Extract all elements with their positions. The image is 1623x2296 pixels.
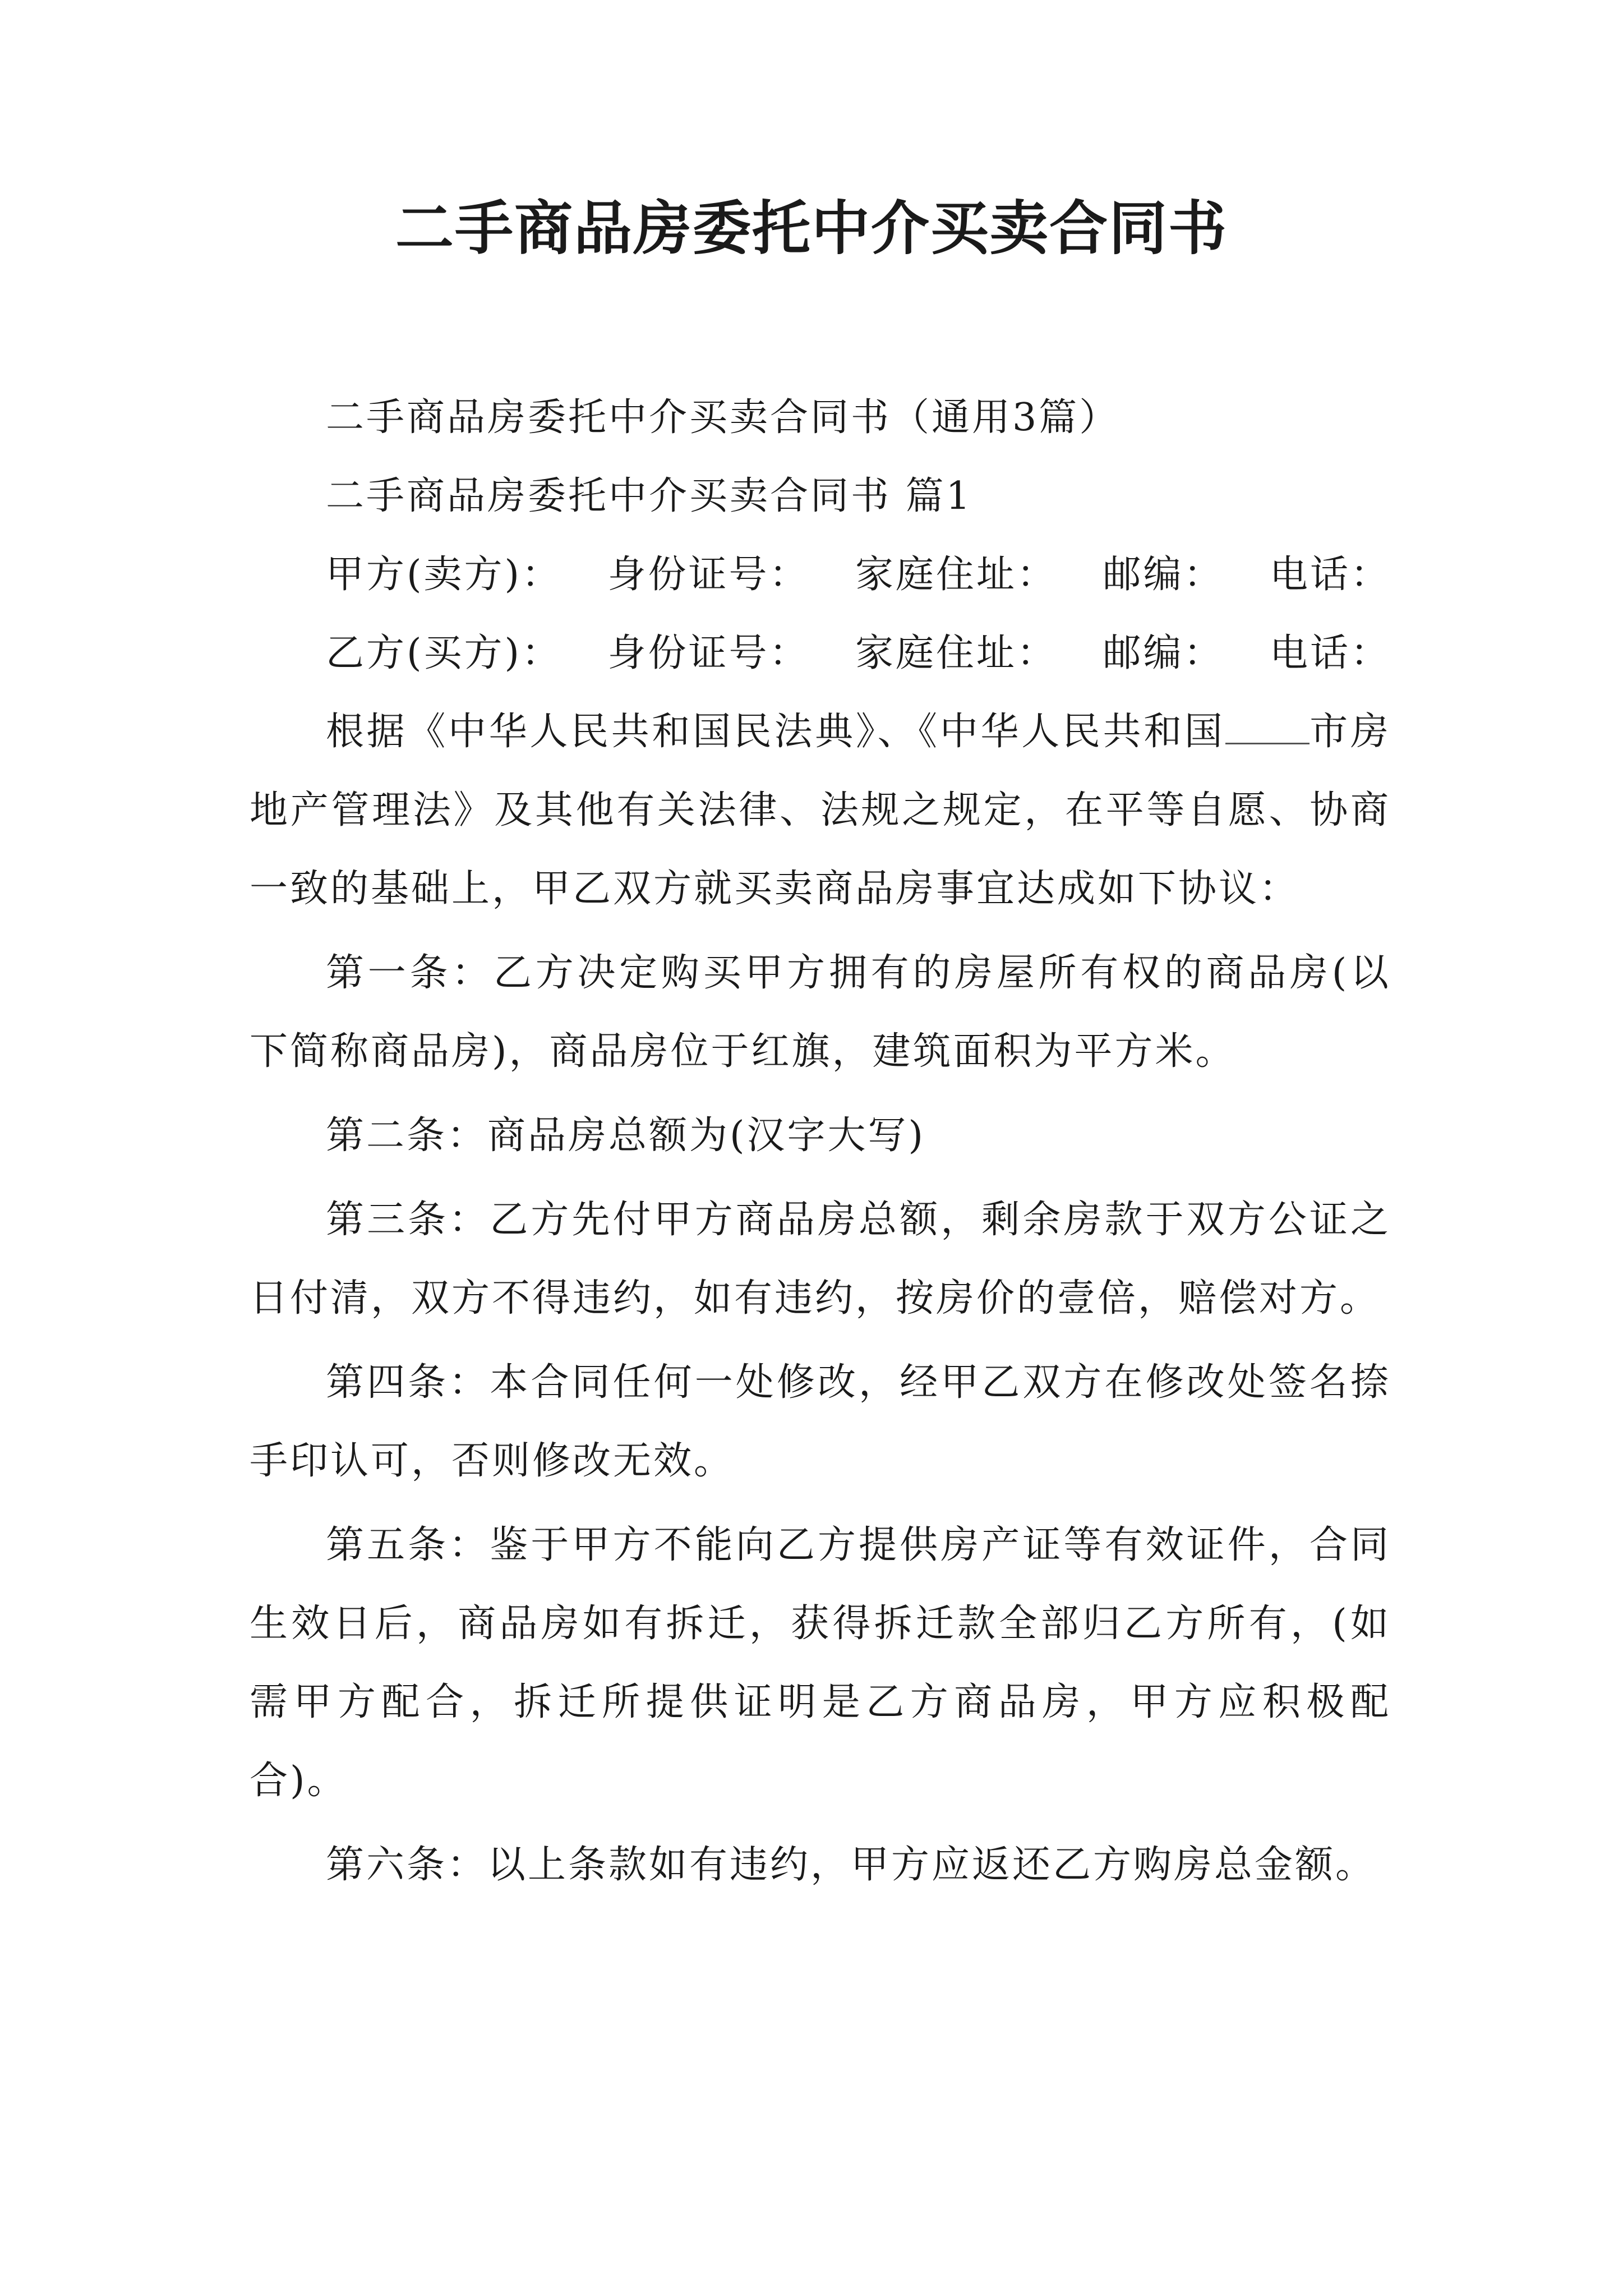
document-title: 二手商品房委托中介买卖合同书 bbox=[395, 194, 1228, 263]
blank-underline bbox=[1225, 708, 1310, 744]
party-b-role: 乙方(买方)： bbox=[326, 631, 562, 675]
party-a-phone-label: 电话： bbox=[1269, 553, 1391, 597]
clause-6: 第六条：以上条款如有违约，甲方应返还乙方购房总金额。 bbox=[326, 1843, 1376, 1887]
intro-paragraph bbox=[250, 693, 1391, 928]
document-body bbox=[250, 379, 1391, 1904]
party-b-postcode-label: 邮编： bbox=[1103, 631, 1224, 675]
clause-4: 第四条：本合同任何一处修改，经甲乙双方在修改处签名捺手印认可，否则修改无效。 bbox=[250, 1360, 1391, 1483]
clause-1: 第一条：乙方决定购买甲方拥有的房屋所有权的商品房(以下简称商品房)，商品房位于红旗，建筑面积为平方米。 bbox=[250, 951, 1391, 1074]
clause-2: 第二条：商品房总额为(汉字大写) bbox=[326, 1114, 926, 1158]
party-a-row bbox=[250, 536, 1391, 614]
intro-part2: 市房地产管理法》及其他有关法律、法规之规定，在平等自愿、协商一致的基础上，甲乙双方就买卖商品房事宜达成如下协议： bbox=[250, 710, 1391, 911]
party-b-row bbox=[250, 614, 1391, 693]
clause-5: 第五条：鉴于甲方不能向乙方提供房产证等有效证件，合同生效日后，商品房如有拆迁，获得拆迁款全部归乙方所有，(如需甲方配合，拆迁所提供证明是乙方商品房，甲方应积极配合)。 bbox=[250, 1523, 1391, 1803]
party-a-role: 甲方(卖方)： bbox=[326, 553, 562, 597]
intro-part1: 根据《中华人民共和国民法典》、《中华人民共和国 bbox=[326, 710, 1225, 754]
party-a-id-label: 身份证号： bbox=[607, 553, 810, 597]
section-heading: 二手商品房委托中介买卖合同书 篇1 bbox=[326, 474, 972, 518]
document-subtitle: 二手商品房委托中介买卖合同书（通用3篇） bbox=[326, 395, 1120, 440]
clause-3: 第三条：乙方先付甲方商品房总额，剩余房款于双方公证之日付清，双方不得违约，如有违约，按房价的壹倍，赔偿对方。 bbox=[250, 1198, 1391, 1320]
party-a-postcode-label: 邮编： bbox=[1103, 553, 1224, 597]
party-b-id-label: 身份证号： bbox=[607, 631, 810, 675]
party-a-address-label: 家庭住址： bbox=[855, 553, 1058, 597]
party-b-phone-label: 电话： bbox=[1269, 631, 1391, 675]
party-b-address-label: 家庭住址： bbox=[855, 631, 1058, 675]
